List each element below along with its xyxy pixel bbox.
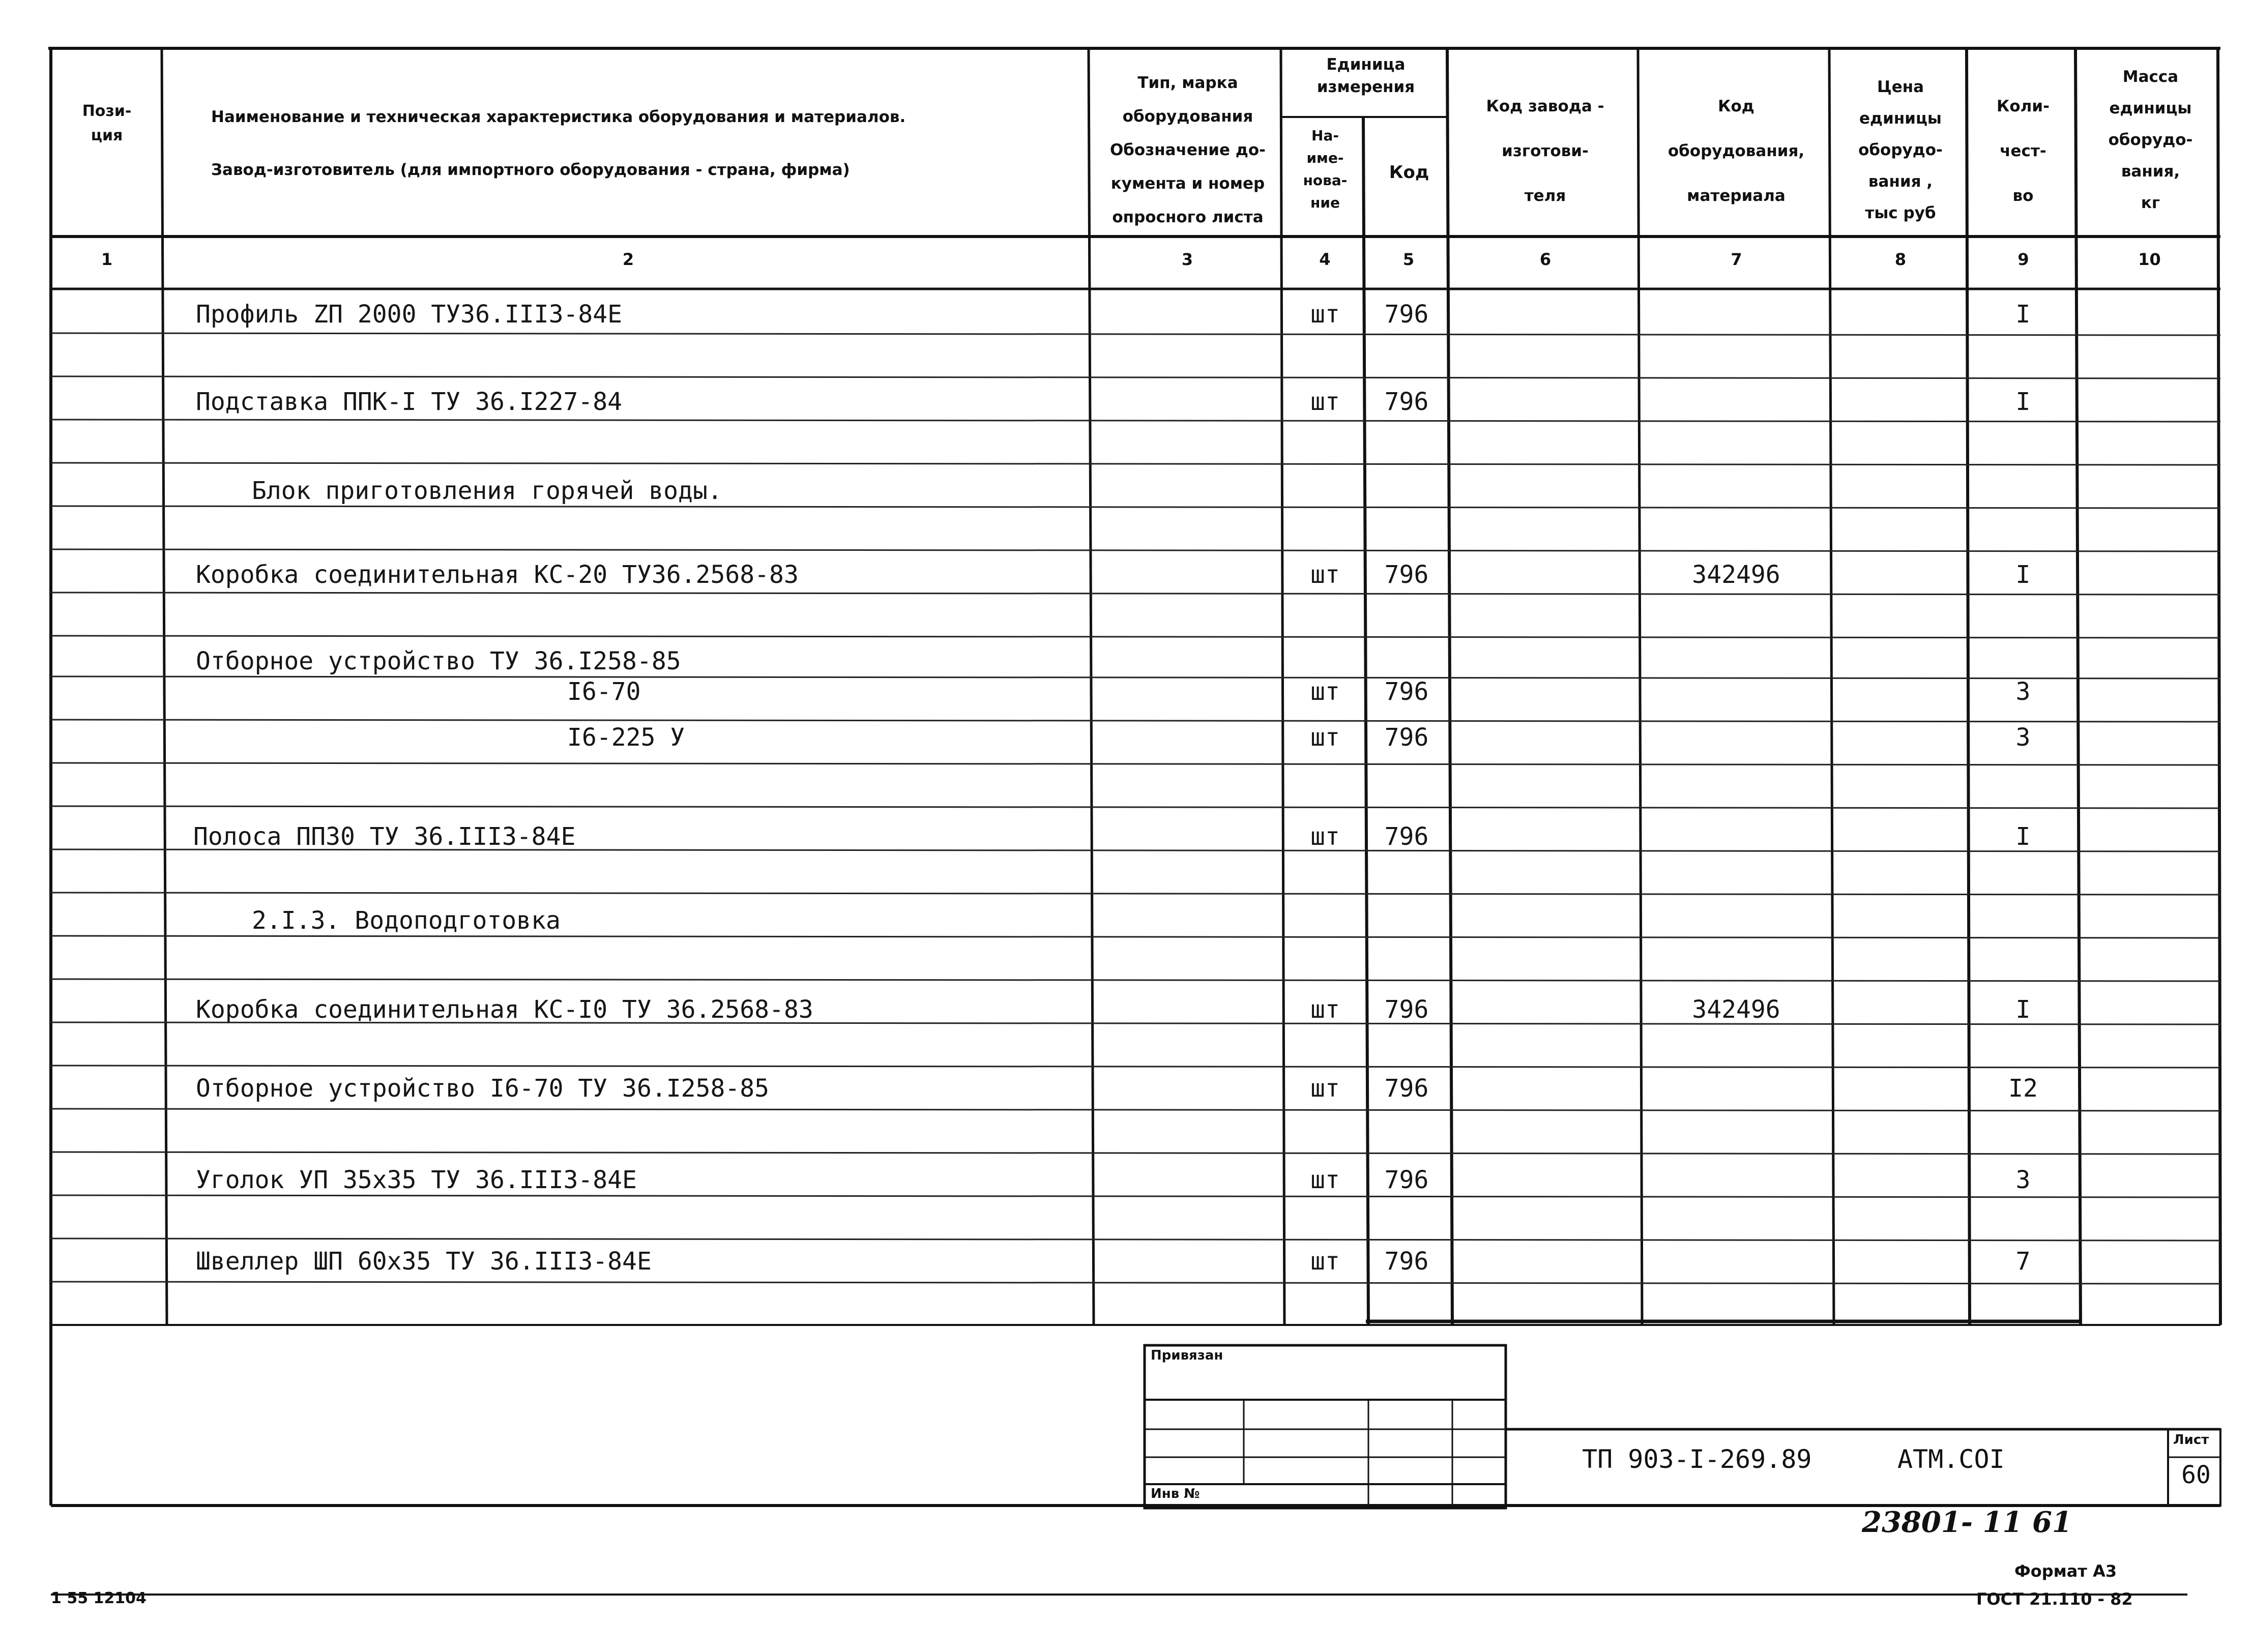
row-quantity: I bbox=[2015, 995, 2031, 1024]
row-quantity: I bbox=[2015, 822, 2031, 851]
row-name: Профиль ZП 2000 ТУ36.III3-84Е bbox=[196, 300, 623, 329]
row-name: Подставка ППК-I ТУ 36.I227-84 bbox=[196, 388, 623, 416]
row-divider bbox=[51, 593, 2220, 595]
row-name: I6-225 У bbox=[567, 723, 685, 752]
row-unit: шт bbox=[1310, 677, 1340, 706]
row-name: Блок приготовления горячей воды. bbox=[252, 477, 722, 505]
row-quantity: 3 bbox=[2015, 1166, 2031, 1194]
row-divider bbox=[51, 720, 2220, 722]
header-unit-mass: Масса единицы оборудо- вания, кг bbox=[2108, 68, 2193, 212]
row-equipment-code: 342496 bbox=[1692, 995, 1780, 1024]
row-quantity: 3 bbox=[2015, 723, 2031, 752]
row-divider bbox=[51, 1282, 2220, 1284]
row-quantity: I bbox=[2015, 388, 2031, 416]
row-unit: шт bbox=[1310, 995, 1340, 1024]
row-name: Коробка соединительная КС-I0 ТУ 36.2568-83 bbox=[196, 995, 813, 1024]
row-unit: шт bbox=[1310, 1074, 1340, 1103]
row-divider bbox=[51, 1066, 2220, 1068]
header-type-mark: Тип, марка оборудования Обозначение до- кумента и номер опросного листа bbox=[1109, 74, 1266, 226]
row-quantity: I bbox=[2015, 560, 2031, 589]
row-unit: шт bbox=[1310, 560, 1340, 589]
row-unit: шт bbox=[1310, 388, 1340, 416]
column-number-3: 3 bbox=[1181, 250, 1193, 269]
row-name: Отборное устройство I6-70 ТУ 36.I258-85 bbox=[196, 1074, 770, 1103]
row-unit: шт bbox=[1310, 1247, 1340, 1276]
header-unit-code: Код bbox=[1389, 162, 1429, 183]
header-name: Наименование и техническая характеристика оборудования и материалов. Завод-изготовитель (для импортного оборудования - страна, фирма) bbox=[211, 108, 906, 179]
row-divider bbox=[51, 636, 2220, 638]
row-unit-code: 796 bbox=[1384, 1166, 1429, 1194]
header-unit-price: Цена единицы оборудо- вания , тыс руб bbox=[1858, 78, 1943, 222]
row-divider bbox=[51, 506, 2220, 508]
row-divider bbox=[51, 1238, 2220, 1241]
row-divider bbox=[51, 1109, 2220, 1111]
column-number-9: 9 bbox=[2017, 250, 2029, 269]
row-unit-code: 796 bbox=[1384, 560, 1429, 589]
row-divider bbox=[51, 1195, 2220, 1197]
column-number-5: 5 bbox=[1402, 250, 1415, 269]
stamp-document-section: АТМ.СОI bbox=[1897, 1444, 2005, 1474]
row-divider bbox=[51, 676, 2220, 678]
row-name: 2.I.3. Водоподготовка bbox=[252, 906, 561, 935]
row-divider bbox=[51, 549, 2220, 551]
row-quantity: 3 bbox=[2015, 677, 2031, 706]
row-name: Коробка соединительная КС-20 ТУ36.2568-83 bbox=[196, 560, 799, 589]
header-unit-name: На- име- нова- ние bbox=[1303, 127, 1348, 211]
row-name: Уголок УП 35х35 ТУ 36.III3-84Е bbox=[196, 1166, 637, 1194]
column-number-2: 2 bbox=[622, 250, 634, 269]
row-quantity: I bbox=[2015, 300, 2031, 329]
row-unit: шт bbox=[1310, 1166, 1340, 1194]
row-unit-code: 796 bbox=[1384, 723, 1429, 752]
row-unit: шт bbox=[1310, 723, 1340, 752]
header-factory-code: Код завода - изготови- теля bbox=[1486, 97, 1604, 205]
row-divider bbox=[51, 979, 2220, 981]
row-divider bbox=[51, 893, 2220, 895]
row-quantity: 7 bbox=[2015, 1247, 2031, 1276]
row-name: I6-70 bbox=[567, 677, 641, 706]
row-divider bbox=[51, 376, 2220, 378]
row-unit: шт bbox=[1310, 822, 1340, 851]
print-code: 1 55 12104 bbox=[51, 1589, 147, 1607]
standard-label: ГОСТ 21.110 - 82 bbox=[1976, 1589, 2133, 1609]
stamp-sheet-number: 60 bbox=[2181, 1461, 2211, 1489]
stamp-sheet-label: Лист bbox=[2173, 1432, 2209, 1448]
row-unit-code: 796 bbox=[1384, 677, 1429, 706]
row-divider bbox=[51, 420, 2220, 422]
row-unit-code: 796 bbox=[1384, 822, 1429, 851]
stamp-document-code: ТП 903-I-269.89 bbox=[1582, 1444, 1812, 1474]
format-label: Формат А3 bbox=[2014, 1561, 2117, 1581]
header-equipment-code: Код оборудования, материала bbox=[1667, 97, 1805, 205]
row-unit-code: 796 bbox=[1384, 995, 1429, 1024]
row-equipment-code: 342496 bbox=[1692, 560, 1780, 589]
stamp-inv-label: Инв № bbox=[1151, 1486, 1200, 1501]
column-number-7: 7 bbox=[1731, 250, 1742, 269]
column-number-4: 4 bbox=[1319, 250, 1331, 269]
header-quantity: Коли- чест- во bbox=[1997, 97, 2050, 205]
row-name: Полоса ПП30 ТУ 36.III3-84Е bbox=[193, 822, 576, 851]
column-number-10: 10 bbox=[2138, 250, 2161, 269]
row-unit-code: 796 bbox=[1384, 388, 1429, 416]
row-unit: шт bbox=[1310, 300, 1340, 329]
column-number-6: 6 bbox=[1539, 250, 1552, 269]
row-divider bbox=[51, 1152, 2220, 1154]
row-divider bbox=[51, 763, 2220, 765]
row-name: Швеллер ШП 60х35 ТУ 36.III3-84Е bbox=[196, 1247, 652, 1276]
row-name: Отборное устройство ТУ 36.I258-85 bbox=[196, 647, 681, 675]
archive-number: 23801- 11 61 bbox=[1862, 1506, 2072, 1539]
row-quantity: I2 bbox=[2008, 1074, 2038, 1103]
row-divider bbox=[51, 333, 2220, 335]
row-divider bbox=[51, 463, 2220, 465]
stamp-attached-label: Привязан bbox=[1151, 1348, 1223, 1363]
column-number-1: 1 bbox=[101, 250, 113, 269]
header-unit-group: Единица измерения bbox=[1316, 55, 1415, 96]
row-divider bbox=[51, 806, 2220, 808]
row-unit-code: 796 bbox=[1384, 1074, 1429, 1103]
row-unit-code: 796 bbox=[1384, 1247, 1429, 1276]
row-unit-code: 796 bbox=[1384, 300, 1429, 329]
header-position: Пози- ция bbox=[82, 102, 132, 144]
row-divider bbox=[51, 936, 2220, 938]
column-number-8: 8 bbox=[1894, 250, 1907, 269]
